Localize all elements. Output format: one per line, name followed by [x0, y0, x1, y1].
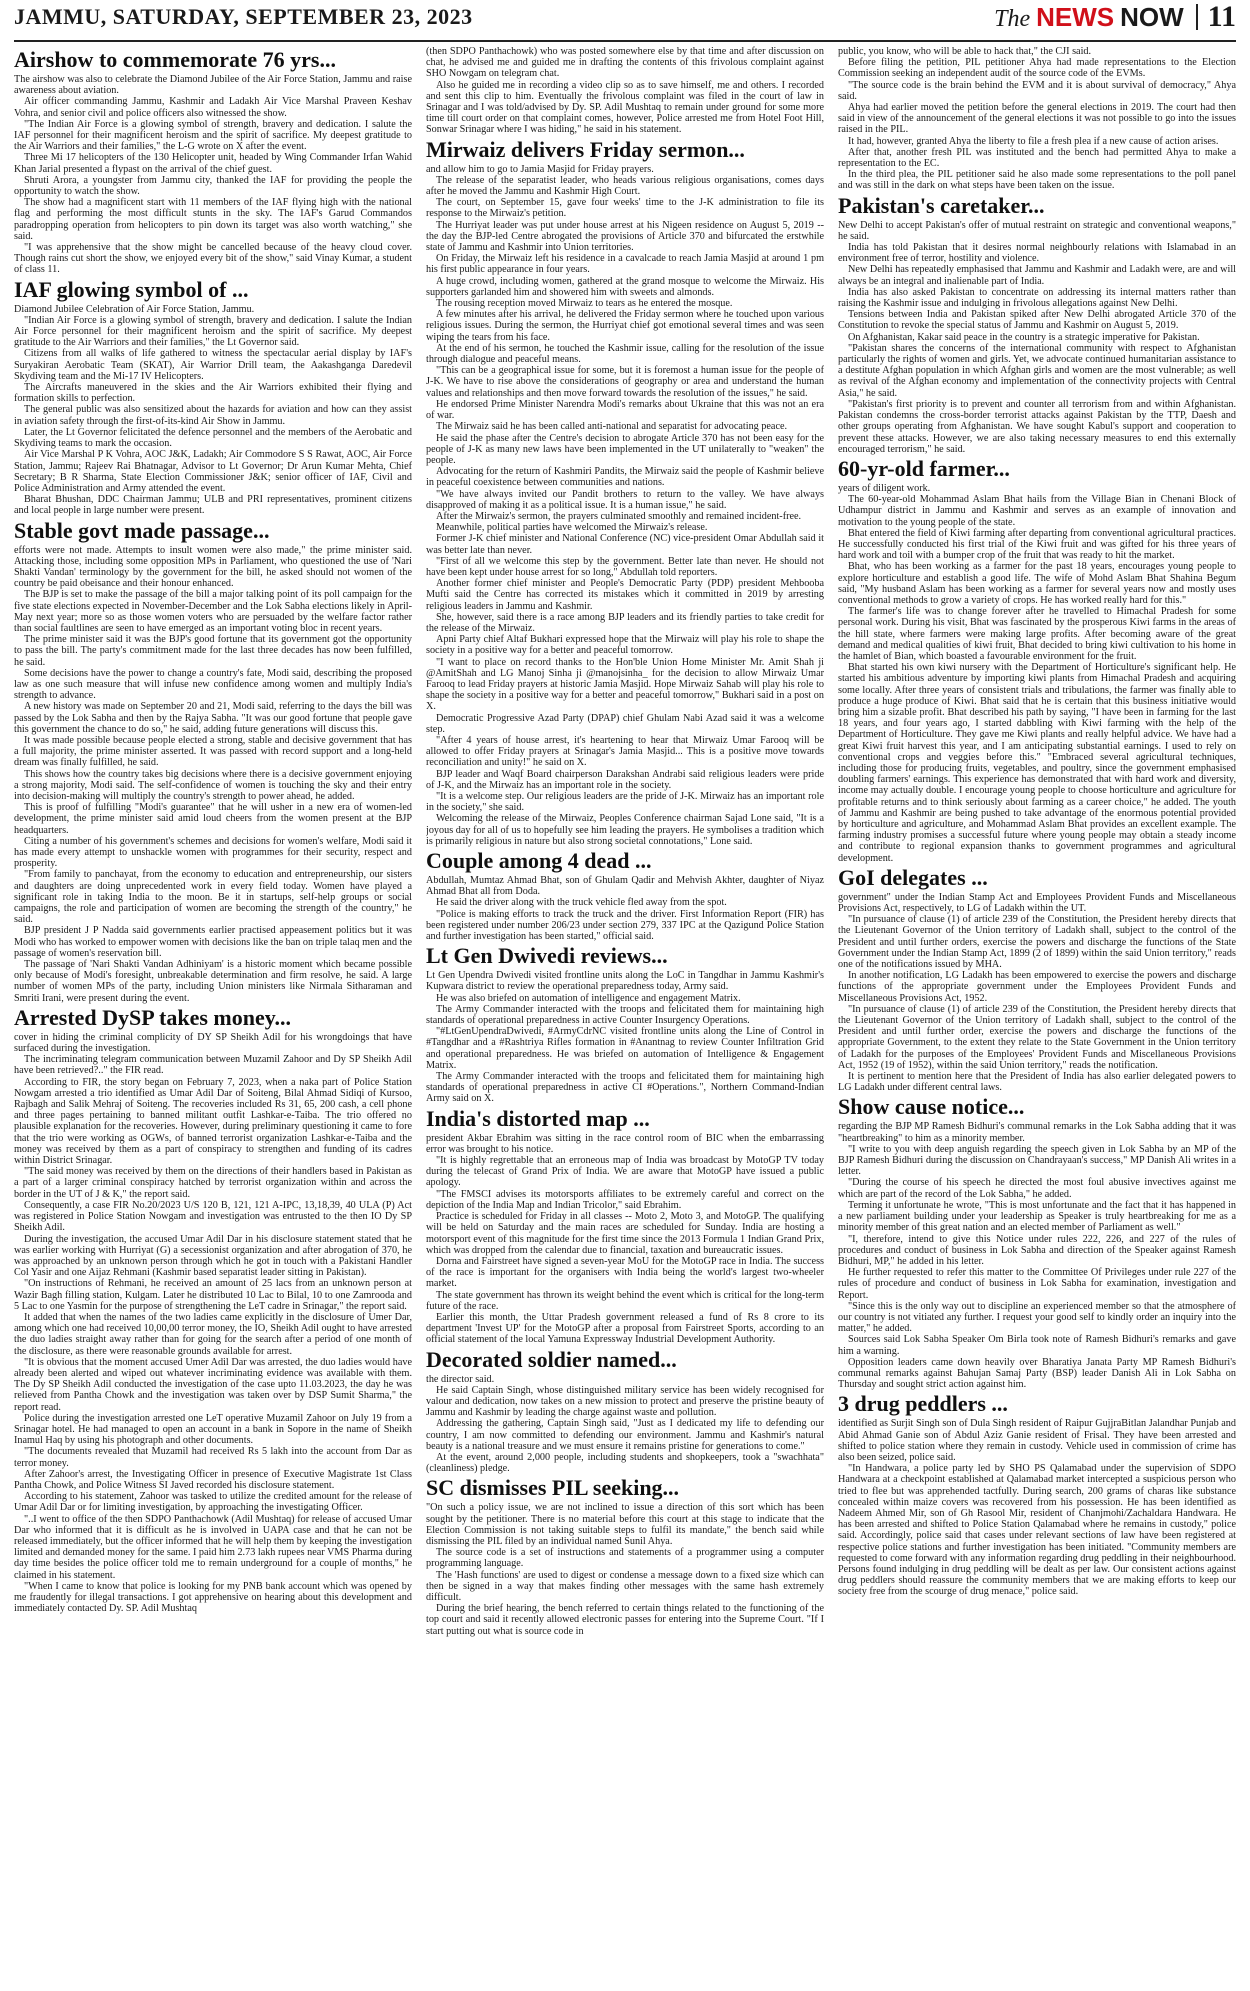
article-paragraph: Welcoming the release of the Mirwaiz, Peoples Conference chairman Sajad Lone said, "It is a joyous day for all of us to hopefully see him leading the prayers. He symbolises a tradition which is primarily religious in nature but also strong societal connotations," Lone said. — [426, 813, 824, 847]
article-headline: GoI delegates ... — [838, 864, 988, 890]
article — [426, 46, 824, 136]
article-paragraph: The general public was also sensitized about the hazards for aviation and how can they assist in aviation safety through the first-of-its-kind Air Show in Jammu. — [14, 404, 412, 427]
article-paragraph: He further requested to refer this matter to the Committee Of Privileges under rule 227 of the rules of procedure and conduct of business in Lok Sabha for examination, investigation and Report. — [838, 1267, 1236, 1301]
article-paragraph: The prime minister said it was the BJP's good fortune that its government got the opportunity to pass the bill. The party's commitment made for the last three decades has now been fulfilled, he said. — [14, 634, 412, 668]
article-paragraph: Consequently, a case FIR No.20/2023 U/S 120 B, 121, 121 A-IPC, 13,18,39, 40 ULA (P) Act was registered in Police Station Nowgam and investigation was entrusted to the then IO Dy SP Sheikh Adil. — [14, 1199, 412, 1234]
article-headline: Arrested DySP takes money... — [14, 1004, 292, 1030]
article-paragraph: The rousing reception moved Mirwaiz to tears as he entered the mosque. — [436, 298, 733, 310]
article — [838, 1095, 1236, 1390]
article-paragraph: It is pertinent to mention here that the President of India has also earlier delegated powers to LG Ladakh under different central laws. — [838, 1071, 1236, 1094]
article-paragraph: Bharat Bhushan, DDC Chairman Jammu; ULB and PRI representatives, prominent citizens and local people in large number were present. — [14, 494, 412, 517]
article-paragraph: "During the course of his speech he directed the most foul abusive invectives against me which are part of the record of the Lok Sabha," he added. — [838, 1177, 1236, 1200]
brand-the: The — [994, 6, 1031, 32]
article-paragraph: During the brief hearing, the bench referred to certain things related to the functioning of the top court and said it recently allowed electronic passes for entering into the Supreme Court. "If I start putting out what is source code in — [426, 1603, 824, 1637]
article — [14, 519, 412, 1004]
article-headline: SC dismisses PIL seeking... — [426, 1475, 680, 1501]
article-paragraph: Sources said Lok Sabha Speaker Om Birla took note of Ramesh Bidhuri's remarks and gave him a warning. — [838, 1334, 1236, 1357]
article-paragraph: efforts were not made. Attempts to insult women were also made," the prime minister said. Attacking those, including some opposition MPs in Parliament, who questioned the use of 'Nari Shakti Vandan' terminology by the government for the bill, he asked should not women of the country be paid obeisance and their honour enhanced. — [14, 544, 412, 590]
article-paragraph: "In pursuance of clause (1) of article 239 of the Constitution, the President hereby directs that the Lieutenant Governor of the Union territory of Ladakh shall, subject to the control of the President and until further order, exercise the powers and discharge the functions of the appropriate Government, to the extent they relate to the State Government in the Union territory of Ladakh for the purposes of the Employees' Provident Funds and Miscellaneous Provisions Act, 1952 (19 of 1952), within the said Union territory," reads the notification. — [838, 1003, 1236, 1071]
article-paragraph: "In pursuance of clause (1) of article 239 of the Constitution, the President hereby directs that the Lieutenant Governor of the Union territory of Ladakh shall, subject to the control of the President and until further orders, exercise the powers and discharge the functions of the State Government under the Indian Stamp Act, 1899 (2 of 1899) within the said Union territory," reads one of the notifications issued by MHA. — [838, 914, 1236, 971]
article-paragraph: Tensions between India and Pakistan spiked after New Delhi abrogated Article 370 of the Constitution to revoke the special status of Jammu and Kashmir on August 5, 2019. — [838, 309, 1236, 332]
dateline: JAMMU, SATURDAY, SEPTEMBER 23, 2023 — [14, 4, 473, 29]
article-paragraph: Addressing the gathering, Captain Singh said, "Just as I dedicated my life to defending our country, I am now committed to defending our environment. Jammu and Kashmir's natural beauty is a national treasure and we must ensure it remains pristine for generations to come." — [426, 1418, 824, 1452]
article-paragraph: It added that when the names of the two ladies came explicitly in the disclosure of Umer Dar, among which one had received 10,00,00 terror money, the IO, Sheikh Adil ought to have arrested the duo ladies straight away rather than for going for the search after a period of one month of the disclosure, as there were reasonable grounds available for arrest. — [14, 1311, 412, 1357]
article-paragraph: The passage of 'Nari Shakti Vandan Adhiniyam' is a historic moment which became possible only because of Modi's foresight, unbreakable determination and firm resolve, he said. A large number of women MPs of the party, including Union ministers like Nirmala Sitharaman and Smriti Irani, were present during the event. — [14, 959, 412, 1004]
newspaper-brand — [994, 0, 1236, 34]
article-paragraph: Also he guided me in recording a video clip so as to save himself, me and others. I recorded and sent this clip to him. Eventually the frivolous complaint was filed in the court of law in Srinagar and I was told/advised by Dy. SP. Adil Mushtaq to remain under ground for some more time till court order on that complaint comes, however, Police arrested me from Hotel Foot Hill, Sonwar Srinagar where I was hiding," he said in his statement. — [426, 79, 824, 136]
article-columns — [14, 46, 1236, 1978]
article-paragraph: The show had a magnificent start with 11 members of the IAF flying high with the national flag and performing the most difficult stunts in the sky. The IAF's Garud Commandos paradropping operation from helicopters to pin down its target was also worth watching," she said. — [14, 197, 412, 242]
article-paragraph: "The documents revealed that Muzamil had received Rs 5 lakh into the account from Dar as terror money. — [14, 1446, 412, 1469]
article-paragraph: The Army Commander interacted with the troops and felicitated them for maintaining high standards of operational preparedness in active CI #Operations.", Northern Command-Indian Army said on X. — [426, 1071, 824, 1105]
article-paragraph: "#LtGenUpendraDwivedi, #ArmyCdrNC visited frontline units along the Line of Control in #Tangdhar and a #Rashtriya Rifles formation in #Anantnag to review Counter Infiltration Grid and operational preparedness. He was briefed on automation of Intelligence & Engagement Matrix. — [426, 1026, 824, 1071]
article-paragraph: After the Mirwaiz's sermon, the prayers culminated smoothly and remained incident-free. — [436, 510, 802, 522]
article-paragraph: The source code is a set of instructions and statements of a programmer using a computer programming language. — [426, 1547, 824, 1570]
article-paragraph: Dorna and Fairstreet have signed a seven-year MoU for the MotoGP race in India. The success of the race is important for the organisers with India being the world's largest two-wheeler market. — [426, 1255, 824, 1290]
article-paragraph: Practice is scheduled for Friday in all classes -- Moto 2, Moto 3, and MotoGP. The qualifying will be held on Saturday and the main races are scheduled for Sunday. India are hosting a motorsport event of this magnitude for the first time since the 2013 Formula 1 Indian Grand Prix, which was dropped from the calendar due to financial, taxation and bureaucratic issues. — [426, 1211, 824, 1256]
article-paragraph: The Aircrafts maneuvered in the skies and the Air Warriors exhibited their flying and formation skills to perfection. — [14, 382, 412, 405]
article-paragraph: Air officer commanding Jammu, Kashmir and Ladakh Air Vice Marshal Praveen Keshav Vohra, and senior civil and police officers also witnessed the show. — [14, 96, 412, 119]
article — [838, 46, 1236, 192]
article-headline: Pakistan's caretaker... — [838, 192, 1045, 218]
article-paragraph: "From family to panchayat, from the economy to education and entrepreneurship, our sisters and daughters are doing unprecedented work in every field today. Women have played a significant role in taking India to the moon. Be it in startups, self-help groups or social campaigns, the role and participation of women are becoming the strength of the country," he said. — [14, 869, 412, 926]
article-paragraph: "It is obvious that the moment accused Umer Adil Dar was arrested, the duo ladies would have already been alerted and wiped out whatever incriminating evidence was available with them. The Dy SP Sheikh Adil conducted the investigation of the case upto 11.03.2023, the day he was relieved from Pantha Chowk and the investigation was taken over by DSP Sumit Sharma," the report read. — [14, 1356, 412, 1413]
article — [14, 1006, 412, 1615]
article-paragraph: Ahya had earlier moved the petition before the general elections in 2019. The court had then said in view of the announcement of the general elections it was not possible to go into the issues raised in the PIL. — [838, 102, 1236, 136]
article-paragraph: He endorsed Prime Minister Narendra Modi's remarks about Ukraine that this was not an era of war. — [426, 398, 824, 422]
article-paragraph: "Pakistan shares the concerns of the international community with respect to Afghanistan particularly the rights of women and girls. Yet, we advocate continued humanitarian assistance to a destitute Afghan population in which Afghan girls and women are the most vulnerable; as well as revival of the Afghan economy and implementation of the connectivity projects with Central Asia," he said. — [838, 342, 1236, 399]
article-paragraph: Later, the Lt Governor felicitated the defence personnel and the members of the Aerobatic and Skydiving teams to mark the occasion. — [14, 426, 412, 450]
article — [14, 278, 412, 517]
article-paragraph: Abdullah, Mumtaz Ahmad Bhat, son of Ghulam Qadir and Mehvish Akhter, daughter of Niyaz Ahmad Bhat all from Doda. — [426, 875, 824, 898]
article-headline: Decorated soldier named... — [426, 1346, 677, 1372]
article-paragraph: regarding the BJP MP Ramesh Bidhuri's communal remarks in the Lok Sabha adding that it was "heartbreaking" to him as a minority member. — [838, 1121, 1236, 1144]
article-paragraph: A new history was made on September 20 and 21, Modi said, referring to the days the bill was passed by the Lok Sabha and then by the Rajya Sabha. "It was our good fortune that people gave this government the chance to do so," he said, adding future generations will discuss this. — [14, 701, 412, 735]
article-paragraph: At the end of his sermon, he touched the Kashmir issue, calling for the resolution of the issue through dialogue and peaceful means. — [426, 342, 824, 366]
article — [426, 1348, 824, 1475]
article-paragraph: The Mirwaiz said he has been called anti-national and separatist for advocating peace. — [436, 421, 788, 433]
article-paragraph: Shruti Arora, a youngster from Jammu city, thanked the IAF for providing the people the opportunity to watch the show. — [14, 174, 412, 198]
article-paragraph: During the investigation, the accused Umar Adil Dar in his disclosure statement stated that he was earlier working with Hurriyat (G) a secessionist organization and after abrogation of 370, he was approached by an unknown person through which he got in touch with a Pakistani Handler Col Yasir and one Aijaz Rehmani (Kashmir based separatist leader sitting in Pakistan). — [14, 1233, 412, 1279]
article-paragraph: India has told Pakistan that it desires normal neighbourly relations with Islamabad in an environment free of terror, hostility and violence. — [838, 242, 1236, 265]
article-paragraph: The BJP is set to make the passage of the bill a major talking point of its poll campaign for the five state elections expected in November-December and the Lok Sabha elections likely in April-May next year; more so as those women voters who are persuaded by the welfare factor rather than social faultlines are seen to have emerged as an important voting bloc in recent years. — [14, 589, 412, 634]
article-paragraph: Former J-K chief minister and National Conference (NC) vice-president Omar Abdullah said it was better late than never. — [426, 533, 824, 556]
article-paragraph: "Indian Air Force is a glowing symbol of strength, bravery and dedication. I salute the Indian Air Force personnel for their magnificent heroism and the spirit of sacrifice. My deepest gratitude to the Air Warriors and their families," the Lt Governor said. — [14, 314, 412, 349]
article-paragraph: After that, another fresh PIL was instituted and the bench had permitted Ahya to make a representation to the EC. — [838, 146, 1236, 170]
article-paragraph: India has also asked Pakistan to concentrate on addressing its internal matters rather than raising the Kashmir issue and indulging in frivolous allegations against New Delhi. — [838, 286, 1236, 310]
article — [426, 1107, 824, 1346]
article-paragraph: The state government has thrown its weight behind the event which is critical for the long-term future of the race. — [426, 1289, 824, 1312]
article-paragraph: "This can be a geographical issue for some, but it is foremost a human issue for the people of J-K. We have to rise above the considerations of geography or area and understand the human values and relationships and then move forward towards the resolution of the issues," he said. — [426, 365, 824, 399]
article — [838, 194, 1236, 455]
article-paragraph: Apni Party chief Altaf Bukhari expressed hope that the Mirwaiz will play his role to shape the society in a positive way for a better and peaceful tomorrow. — [426, 634, 824, 657]
article-paragraph: He was also briefed on automation of intelligence and engagement Matrix. — [436, 992, 741, 1004]
article-paragraph: cover in hiding the criminal complicity of DY SP Sheikh Adil for his wrongdoings that have surfaced during the investigation. — [14, 1031, 412, 1055]
article-paragraph: Three Mi 17 helicopters of the 130 Helicopter unit, headed by Wing Commander Irfan Wahid Khan Jarial presented a flypast on the arrival of the chief guest. — [14, 152, 412, 175]
article-paragraph: public, you know, who will be able to hack that," the CJI said. — [838, 46, 1092, 57]
article-paragraph: identified as Surjit Singh son of Dula Singh resident of Raipur GujjraBitlan Jalandhar Punjab and Abid Ahmad Ganie son of Abdul Aziz Ganie resident of Frisal. They have been arrested and shifted to police station where they remain in custody. Vehicle used in commission of crime has also been seized, police said. — [838, 1418, 1236, 1463]
article-paragraph: "After 4 years of house arrest, it's heartening to hear that Mirwaiz Umar Farooq will be allowed to offer Friday prayers at Srinagar's Jamia Masjid... This is a positive move towards reconciliation and unity!" he said on X. — [426, 734, 824, 769]
article-paragraph: The Army Commander interacted with the troops and felicitated them for maintaining high standards of operational preparedness in active Counter Insurgency Operations. — [426, 1003, 824, 1027]
article-headline: Mirwaiz delivers Friday sermon... — [426, 136, 745, 162]
article-paragraph: Citizens from all walks of life gathered to witness the spectacular aerial display by IAF's Suryakiran Aerobatic Team (SKAT), Air Warrior Drill team, the Aakashganga Daredevil Skydiving team and the Mi-17 IV Helicopters. — [14, 348, 412, 382]
article-paragraph: "The said money was received by them on the directions of their handlers based in Pakistan as a part of a larger criminal conspiracy hatched by terrorist organization within and across the border in the UT of J & K," the report said. — [14, 1166, 412, 1200]
article-paragraph: The incriminating telegram communication between Muzamil Zahoor and Dy SP Sheikh Adil have been retrieved?.." the FIR read. — [14, 1054, 412, 1077]
article-paragraph: "Pakistan's first priority is to prevent and counter all terrorism from and within Afghanistan. Pakistan condemns the cross-border terrorist attacks against Pakistan by the TTP, Daesh and other groups operating from Afghanistan. We have sought Kabul's support and cooperation to prevent these attacks. However, we are also taking necessary measures to end this externally encouraged terrorism," he said. — [838, 398, 1236, 455]
article-headline: Stable govt made passage... — [14, 517, 270, 543]
article-paragraph: "I write to you with deep anguish regarding the speech given in Lok Sabha by an MP of the BJP Ramesh Bidhuri during the discussion on Chandrayaan's success," MP Danish Ali writes in a letter. — [838, 1143, 1236, 1178]
article — [14, 48, 412, 276]
article-paragraph: New Delhi has repeatedly emphasised that Jammu and Kashmir and Ladakh were, are and will always be an integral and inalienable part of India. — [838, 264, 1236, 287]
article-paragraph: According to FIR, the story began on February 7, 2023, when a naka part of Police Station Nowgam arrested a trio identified as Umar Adil Dar of Soiteng, Bilal Ahmad Sidiqi of Kursoo, Rajbagh and Salik Mehraj of Soiteng. The recoveries included Rs 31, 65, 200 cash, a cell phone and three pages pertaining to banned militant outfit Lashkar-e-Taiba. The trio offered no plausible explanation for the recoveries. However, during preliminary questioning it came to fore that the trio were working as OGWs, of banned terrorist organization Lashkar-e-Taiba and the money was received by them as a part of conspiracy to strengthen and funding of its cadres within District Srinagar. — [14, 1076, 412, 1167]
article-paragraph: "In Handwara, a police party led by SHO PS Qalamabad under the supervision of SDPO Handwara at a checkpoint established at Qalamabad market intercepted a suspicious person who tried to flee but was apprehended tactfully. During search, 200 grams of charas like substance concealed within maize covers was recovered from his possession. He has been identified as Nadeem Ahmed Mir, son of Gh Rasool Mir, resident of Chanjmohi/Zachaldara Handwara. He has been arrested and shifted to Police Station Qalamabad where he remains in custody," police said. Accordingly, police said that cases under relevant sections of law have been registered at respective police stations and further investigation has been initiated. "Community members are requested to come forward with any information regarding drug peddling in their neighbourhood. Persons found indulging in drug peddling will be dealt as per law. Our consistent actions against drug peddlers should reassure the community members that we are making efforts to keep our society free from the scourge of drug menace," police said. — [838, 1463, 1236, 1598]
article-paragraph: On Friday, the Mirwaiz left his residence in a cavalcade to reach Jamia Masjid at around 1 pm his first public appearance in four years. — [426, 253, 824, 276]
article-paragraph: "I was apprehensive that the show might be cancelled because of the heavy cloud cover. Though rains cut short the show, we enjoyed every bit of the show," said Vinay Kumar, a student of class 11. — [14, 242, 412, 276]
column-2 — [426, 46, 824, 1978]
article-paragraph: BJP leader and Waqf Board chairperson Darakshan Andrabi said religious leaders were pride of J-K, and the Mirwaiz has an important role in the society. — [426, 768, 824, 791]
article-paragraph: It was made possible because people elected a strong, stable and decisive government that has a full majority, the prime minister asserted. It was passed with record support and a long-held dream was finally fulfilled, he said. — [14, 734, 412, 769]
article-paragraph: On Afghanistan, Kakar said peace in the country is a strategic imperative for Pakistan. — [848, 331, 1200, 343]
column-3 — [838, 46, 1236, 1978]
article-paragraph: Air Vice Marshal P K Vohra, AOC J&K, Ladakh; Air Commodore S S Rawat, AOC, Air Force Station, Jammu; Rajeev Rai Bhatnagar, Advisor to Lt Governor; Dr Arun Kumar Mehta, Chief Secretary; B R Sharma, State Election Commissioner J&K; senior officer of IAF, Civil and Police Administration and Army attended the event. — [14, 449, 412, 494]
column-1 — [14, 46, 412, 1978]
article-paragraph: At the event, around 2,000 people, including students and shopkeepers, took a "swachhata" (cleanliness) pledge. — [426, 1451, 824, 1475]
article-paragraph: The release of the separatist leader, who heads various religious organisations, comes days after he moved the Jammu and Kashmir High Court. — [426, 174, 824, 198]
article-paragraph: She, however, said there is a race among BJP leaders and its friendly parties to take credit for the release of the Mirwaiz. — [426, 611, 824, 634]
article-paragraph: Lt Gen Upendra Dwivedi visited frontline units along the LoC in Tangdhar in Jammu Kashmir's Kupwara district to review the operational preparedness today, Army said. — [426, 970, 824, 993]
article-paragraph: Another former chief minister and People's Democratic Party (PDP) president Mehbooba Mufti said the Centre has corrected its mistakes which it committed in 2019 by arresting religious leaders in Jammu and Kashmir. — [426, 578, 824, 612]
article-paragraph: A few minutes after his arrival, he delivered the Friday sermon where he touched upon various religious issues. During the sermon, the Hurriyat chief got emotional several times and was seen wiping the tears from his face. — [426, 309, 824, 343]
article — [426, 138, 824, 847]
article-paragraph: Bhat, who has been working as a farmer for the past 18 years, encourages young people to explore horticulture and establish a good life. The wife of Mohd Aslam Bhat Shahina Begum said, "My husband Aslam has been working as a farmer for several years now and mostly uses conventional methods to grow a variety of crops. He has worked really hard for this." — [838, 561, 1236, 606]
article-paragraph: Before filing the petition, PIL petitioner Ahya had made representations to the Election Commission seeking an independent audit of the source code of the EVMs. — [838, 57, 1236, 80]
article-paragraph: He said the driver along with the truck vehicle fled away from the spot. — [436, 897, 727, 909]
article-paragraph: This is proof of fulfilling "Modi's guarantee" that he will usher in a new era of women-led development, the prime minister said amid loud cheers from the women present at the BJP headquarters. — [14, 802, 412, 836]
article-paragraph: The Hurriyat leader was put under house arrest at his Nigeen residence on August 5, 2019 -- the day the BJP-led Centre abrogated the provisions of Article 370 and bifurcated the erstwhile state of Jammu and Kashmir into Union territories. — [426, 219, 824, 254]
article-paragraph: "..I went to office of the then SDPO Panthachowk (Adil Mushtaq) for release of accused Umar Dar who informed that it is difficult as he is involved in UAPA case and that he can not be released immediately, but the officer informed that he will help them by keeping the investigation limited and demanded money for the same. I paid him 2.73 lakh rupees near VMS Pharma during day time besides the police officer told me to remain underground for a couple of months," he claimed in his statement. — [14, 1513, 412, 1581]
article-paragraph: The 'Hash functions' are used to digest or condense a message down to a fixed size which can then be signed in a way that makes finding other messages with the same hash extremely difficult. — [426, 1569, 824, 1603]
article — [426, 849, 824, 942]
article-paragraph: "When I came to know that police is looking for my PNB bank account which was opened by me fraudently for illegal transactions. I got apprehensive on hearing about this development and immediately contacted Dy. SP. Adil Mushtaq — [14, 1580, 412, 1615]
article — [426, 944, 824, 1104]
article-headline: Airshow to commemorate 76 yrs... — [14, 47, 336, 72]
article-headline: IAF glowing symbol of ... — [14, 276, 249, 302]
article-headline: Couple among 4 dead ... — [426, 848, 652, 874]
masthead — [14, 0, 1236, 42]
article-paragraph: Bhat entered the field of Kiwi farming after departing from conventional agricultural practices. He successfully conducted his first trial of the Kiwi fruit and was gifted for his three years of hard work and toil with a bumper crop of the fruit that was ready to hit the market. — [838, 527, 1236, 562]
article-paragraph: Democratic Progressive Azad Party (DPAP) chief Ghulam Nabi Azad said it was a welcome step. — [426, 712, 824, 735]
article-paragraph: New Delhi to accept Pakistan's offer of mutual restraint on strategic and conventional weapons," he said. — [838, 219, 1236, 242]
article-paragraph: Some decisions have the power to change a country's fate, Modi said, describing the proposed law as one such measure that will infuse new confidence among women and multiply India's strength to advance. — [14, 667, 412, 702]
article-paragraph: He said Captain Singh, whose distinguished military service has been widely recognised for valour and dedication, now takes on a new mission to protect and preserve the pristine beauty of Jammu and Kashmir by leading the charge against waste and pollution. — [426, 1384, 824, 1419]
article-paragraph: According to his statement, Zahoor was tasked to utilize the credited amount for the release of Umar Adil Dar or for limiting investigation, by approaching the investigating Officer. — [14, 1491, 412, 1514]
article-paragraph: "I want to place on record thanks to the Hon'ble Union Home Minister Mr. Amit Shah ji @AmitShah and LG Manoj Sinha ji @manojsinha_ for the decision to allow Mirwaiz Umar Farooq to lead Friday prayers at historic Jamia Masjid. Hope Mirwaiz Sahab will play his role to shape the society in a positive way for a better and peaceful tomorrow," Bukhari said in a post on X. — [426, 656, 824, 713]
article-paragraph: After Zahoor's arrest, the Investigating Officer in presence of Executive Magistrate 1st Class Pantha Chowk, and Police Witness SI Javed recorded his disclosure statement. — [14, 1468, 412, 1491]
article-paragraph: and allow him to go to Jamia Masjid for Friday prayers. — [426, 163, 654, 175]
article-paragraph: Meanwhile, political parties have welcomed the Mirwaiz's release. — [436, 522, 708, 534]
article-paragraph: Earlier this month, the Uttar Pradesh government released a fund of Rs 8 crore to its department 'Invest UP' for the MotoGP after a proposal from Fairstreet Sports, according to an official statement of the local Yamuna Expressway Industrial Development Authority. — [426, 1311, 824, 1346]
brand-separator — [1196, 4, 1198, 30]
article-paragraph: years of diligent work. — [838, 482, 931, 494]
article-paragraph: "On such a policy issue, we are not inclined to issue a direction of this sort which has been sought by the petitioner. There is no material before this court at this stage to indicate that the Election Commission is not taking suitable steps to fulfil its mandate," the bench said while dismissing the PIL filed by an individual named Sunil Ahya. — [426, 1502, 824, 1547]
article-paragraph: Citing a number of his government's schemes and decisions for women's welfare, Modi said it has made every attempt to unshackle women with programmes for their security, respect and prosperity. — [14, 835, 412, 870]
article-paragraph: "The FMSCI advises its motorsports affiliates to be extremely careful and correct on the depiction of the India Map and Indian Tricolor," said Ebrahim. — [426, 1188, 824, 1211]
article-paragraph: Advocating for the return of Kashmiri Pandits, the Mirwaiz said the people of Kashmir believe in peaceful coexistence between communities and nations. — [426, 466, 824, 489]
article-paragraph: "The source code is the brain behind the EVM and it is about survival of democracy," Ahya said. — [838, 79, 1236, 102]
article-paragraph: "Since this is the only way out to discipline an experienced member so that the atmosphere of our country is not vitiated any further. I request your good self to kindly order an inquiry into the matter," he added. — [838, 1300, 1236, 1335]
article-paragraph: "First of all we welcome this step by the government. Better late than never. He should not have been kept under house arrest for so long," Abdullah told reporters. — [426, 555, 824, 578]
article-paragraph: The airshow was also to celebrate the Diamond Jubilee of the Air Force Station, Jammu and raise awareness about aviation. — [14, 74, 412, 97]
article-paragraph: "I, therefore, intend to give this Notice under rules 222, 226, and 227 of the rules of procedures and conduct of business in Lok Sabha and direction of the Speaker against Ramesh Bidhuri, MP," he added in his letter. — [838, 1233, 1236, 1267]
article-paragraph: In the third plea, the PIL petitioner said he also made some representations to the poll panel and was still in the dark on what steps have been taken on the issue. — [838, 169, 1236, 192]
article-headline: India's distorted map ... — [426, 1105, 650, 1131]
page-number: 11 — [1207, 0, 1236, 33]
article-paragraph: A huge crowd, including women, gathered at the grand mosque to welcome the Mirwaiz. His supporters garlanded him and showered him with sweets and almonds. — [426, 275, 824, 298]
brand-now: NOW — [1120, 2, 1184, 32]
article-paragraph: president Akbar Ebrahim was sitting in the race control room of BIC when the embarrassing error was brought to his notice. — [426, 1132, 824, 1155]
article — [426, 1476, 824, 1636]
article-headline: Show cause notice... — [838, 1094, 1025, 1120]
article — [838, 866, 1236, 1094]
article-paragraph: the director said. — [426, 1373, 495, 1385]
article-paragraph: Diamond Jubilee Celebration of Air Force Station, Jammu. — [14, 303, 255, 315]
article — [838, 457, 1236, 864]
article — [838, 1392, 1236, 1597]
article-paragraph: "It is a welcome step. Our religious leaders are the pride of J-K. Mirwaiz has an important role in the society," she said. — [426, 791, 824, 814]
article-paragraph: "Police is making efforts to track the truck and the driver. First Information Report (FIR) has been registered under number 206/23 under section 279, 337 IPC at the Qazigund Police Station and further investigation has been started," official said. — [426, 908, 824, 943]
article-paragraph: This shows how the country takes big decisions where there is a decisive government enjoying a strong majority, Modi said. The self-confidence of women is touching the sky and their entry into decision-making will multiply the country's strength to power ahead, he added. — [14, 768, 412, 802]
article-paragraph: The farmer's life was to change forever after he travelled to Himachal Pradesh for some personal work. During his visit, Bhat was fascinated by the prosperous Kiwi farms in the areas of the hill state, where farmers were making large profits. After becoming aware of the great demand and medical qualities of kiwi fruit, Bhat decided to bring kiwi cultivation to his home in the hamlet of Bian, which boasted a favourable environment for the fruit. — [838, 606, 1236, 662]
article-paragraph: The 60-year-old Mohammad Aslam Bhat hails from the Village Bian in Chenani Block of Udhampur district in Jammu and Kashmir and serves as an example of innovation and motivation to the young people of the state. — [838, 494, 1236, 528]
article-paragraph: government" under the Indian Stamp Act and Employees Provident Funds and Miscellaneous Provisions Act, respectively, to LG of Ladakh within the UT. — [838, 891, 1236, 915]
article-paragraph: "It is highly regrettable that an erroneous map of India was broadcast by MotoGP TV today during the telecast of Grand Prix of India. We are aware that MotoGP have issued a public apology. — [426, 1155, 824, 1189]
article-paragraph: "The Indian Air Force is a glowing symbol of strength, bravery and dedication. I salute the IAF personnel for their magnificent heroism and the spirit of sacrifice. My deepest gratitude to the Air Warriors and their families," the L-G wrote on X after the event. — [14, 118, 412, 153]
article-paragraph: Police during the investigation arrested one LeT operative Muzamil Zahoor on July 19 from a Srinagar hotel. He had managed to open an account in a bank in Sopore in the name of Sheikh Inamul Haq by using his photograph and other documents. — [14, 1412, 412, 1447]
article-paragraph: The court, on September 15, gave four weeks' time to the J-K administration to file its response to the Mirwaiz's petition. — [426, 197, 824, 220]
article-headline: 3 drug peddlers ... — [838, 1391, 1008, 1417]
article-headline: Lt Gen Dwivedi reviews... — [426, 943, 668, 969]
article-paragraph: "On instructions of Rehmani, he received an amount of 25 lacs from an unknown person at Wazir Bagh filling station, Kulgam. Later he distributed 10 Lac to Bilal, 10 to one Zamrooda and 5 Lac to one Yasmin for the purpose of strengthening the LeT cadre in Srinagar," the report said. — [14, 1278, 412, 1312]
article-paragraph: Opposition leaders came down heavily over Bharatiya Janata Party MP Ramesh Bidhuri's communal remarks against Bahujan Samaj Party (BSP) leader Danish Ali in Lok Sabha on Thursday and sought strict action against him. — [838, 1356, 1236, 1391]
article-paragraph: In another notification, LG Ladakh has been empowered to exercise the powers and discharge functions of the appropriate government under the Employees Provident Funds and Miscellaneous Provisions Act, 1952. — [838, 970, 1236, 1004]
article-paragraph: He said the phase after the Centre's decision to abrogate Article 370 has not been easy for the people of J-K as many new laws have been implemented in the UT unilaterally to "weaken" the people. — [426, 432, 824, 466]
article-headline: 60-yr-old farmer... — [838, 455, 1010, 481]
article-paragraph: Terming it unfortunate he wrote, "This is most unfortunate and the fact that it has happened in a new parliament building under your leadership as Speaker is truly heartbreaking for me as a minority member of this great nation and an elected member of Parliament as well." — [838, 1199, 1236, 1234]
article-paragraph: BJP president J P Nadda said governments earlier practised appeasement politics but it was Modi who has worked to empower women with decisions like the ban on triple talaq men and the passage of women's reservation bill. — [14, 925, 412, 959]
article-paragraph: It had, however, granted Ahya the liberty to file a fresh plea if a new cause of action arises. — [848, 135, 1219, 147]
article-paragraph: Bhat started his own kiwi nursery with the Department of Horticulture's significant help. He started his ambitious adventure by importing kiwi plants from Himachal Pradesh and acquiring some locally. After three years of consistent trials and tribulations, the farmer was finally able to produce a huge produce of Kiwi. Bhat said that he is certain that this business initiative would bring him a sizable profit. Bhat described his path by saying, "I have been in farming for the last 18 years, and four years ago, I started dabbling with Kiwi farming with the help of the Department of Horticulture. They gave me Kiwi plants and really helpful advice. We have had a great Kiwi fruit harvest this year, and I am anticipating substantial earnings. I used to rely on conventional crops and veggies before this." "Embraced several agricultural techniques, including those for producing fruits, vegetables, and poultry, since the government emphasised doubling farmers' earnings. This experience has demonstrated that with hard work and diversity, income may actually double. I encourage young people to choose horticulture and agriculture for profitable returns and to think seriously about farming as a career choice," he added. The youth of Jammu and Kashmir are being pushed to take advantage of the enormous potential provided by horticulture and agriculture, and Mohammad Aslam Bhat provides an excellent example. The farming industry promises a successful future where young people may obtain a steady income and contribute to regional expansion thanks to government programmes and agricultural development. — [838, 662, 1236, 864]
brand-news: NEWS — [1036, 2, 1115, 32]
article-paragraph: (then SDPO Panthachowk) who was posted somewhere else by that time and after discussion on chat, he advised me and guided me in drafting the contents of this frivolous complaint against SHO Nowgam on telegram chat. — [426, 46, 824, 80]
article-paragraph: "We have always invited our Pandit brothers to return to the valley. We have always disapproved of making it as a political issue. It is a human issue," he said. — [426, 488, 824, 511]
